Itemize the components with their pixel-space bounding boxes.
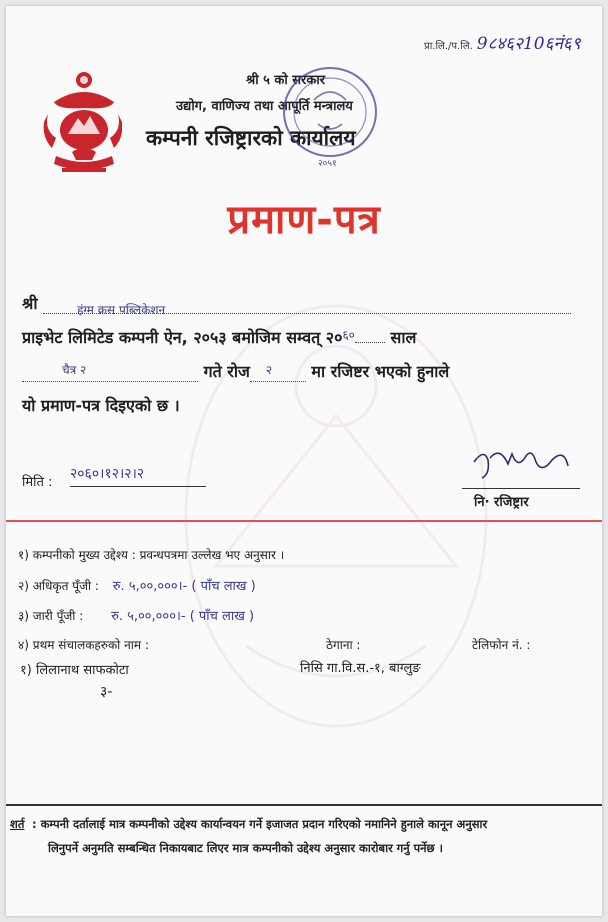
act-line <box>22 326 416 348</box>
registration-prefix: प्रा.लि./प.लि. <box>424 41 473 52</box>
registered-text: मा रजिष्टर भएको हुनाले <box>311 362 450 381</box>
company-name: हंग्म क्रस पब्लिकेशन <box>77 303 166 317</box>
issued-value: रु. ५,००,०००।- ( पाँच लाख ) <box>111 609 255 624</box>
director-name: १) लिलानाथ साफकोटा <box>20 663 129 678</box>
phone-label: टेलिफोन नं. : <box>472 638 531 652</box>
issued-line: यो प्रमाण-पत्र दिइएको छ । <box>22 396 180 415</box>
authorized-value: रु. ५,००,०००।- ( पाँच लाख ) <box>112 579 256 594</box>
shri-line <box>22 292 571 317</box>
shri-label: श्री <box>22 294 38 313</box>
footer-divider <box>6 804 602 806</box>
footer-conditions <box>10 812 582 860</box>
authorized-label: २) अधिकृत पूँजी : <box>18 579 99 593</box>
address-label: ठेगाना : <box>326 638 361 652</box>
gate-label: गते रोज <box>203 362 250 381</box>
act-text: प्राइभेट लिमिटेड कम्पनी ऐन, २०५३ बमोजिम सम्वत् २० <box>22 328 343 347</box>
issued-label: ३) जारी पूँजी : <box>18 609 84 623</box>
authorized-capital-item <box>18 576 256 594</box>
office-heading: कम्पनी रजिष्ट्रारको कार्यालय <box>146 126 356 150</box>
ministry-heading: उद्योग, वाणिज्य तथा आपूर्ति मन्त्रालय <box>176 99 353 114</box>
red-divider <box>6 520 602 522</box>
director-address: निसि गा.वि.स.-१, बाग्लुङ <box>300 661 421 676</box>
day-value: २ <box>265 363 273 377</box>
objective-item: १) कम्पनीको मुख्य उद्देश्य : प्रवन्धपत्रमा उल्लेख भए अनुसार । <box>18 548 285 562</box>
condition-line-1: : कम्पनी दर्तालाई मात्र कम्पनीको उद्देश्य कार्यान्वयन गर्ने इजाजत प्रदान गरिएको नमानिने हुनाले कानून अनुसार <box>32 817 488 831</box>
director-initial: ३- <box>100 684 113 700</box>
date-line <box>22 360 449 382</box>
issued-capital-item <box>18 606 254 624</box>
certificate-title: प्रमाण-पत्र <box>227 197 381 243</box>
office-stamp <box>274 54 386 174</box>
signature-line <box>462 488 580 489</box>
registration-number <box>424 31 581 54</box>
registrar-signature <box>468 444 574 484</box>
date-value: २०६०।१२।२।२ <box>70 464 206 487</box>
registrar-title: नि· रजिष्ट्रार <box>474 495 529 510</box>
date-label: मिति : <box>22 475 53 490</box>
month-value: चैत्र २ <box>62 363 87 377</box>
sal-label: साल <box>390 328 417 347</box>
government-heading: श्री ५ को सरकार <box>246 73 326 88</box>
directors-label: ४) प्रथम संचालकहरुको नाम : <box>18 638 149 652</box>
year-value: ६० <box>342 328 355 342</box>
certificate-page <box>6 6 602 916</box>
condition-line-2: लिनुपर्ने अनुमति सम्बन्धित निकायबाट लिएर मात्र कम्पनीको उद्देश्य अनुसार कारोबार गर्नु पर्नेछ । <box>48 841 443 855</box>
nepal-emblem <box>42 68 122 180</box>
condition-label: शर्त <box>10 817 25 831</box>
stamp-year: २०५१ <box>318 159 337 169</box>
registration-number-value: 9८४६२10६नं६९ <box>476 34 581 54</box>
